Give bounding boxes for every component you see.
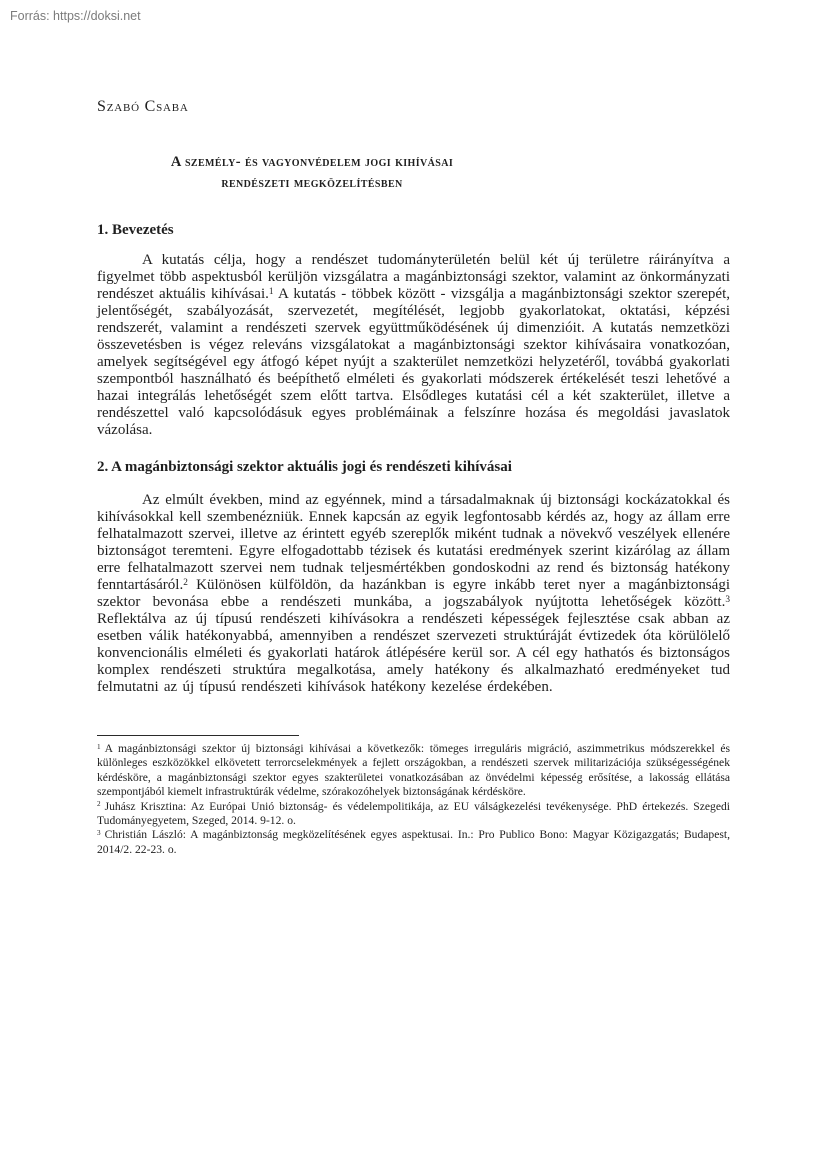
footnote-reference: 1 <box>268 286 274 297</box>
section-heading-1: 1. Bevezetés <box>97 222 174 238</box>
text-segment: Az elmúlt években, mind az egyénnek, mind a társadalmaknak új biztonsági kockázatokkal és kihívásokkal kell szembenézniük. Ennek kapcsán az egyik legfontosabb kérdés az, hogy az állam erre felhatalmazott szervei, illetve az érintett egyéb szereplők miként tudnak a növekvő veszélyek ellenére biztonságot teremteni. Egyre elfogadottabb tézisek és kutatási eredmények szerint kizárólag az állam erre felhatalmazott szervei nem tudnak teljesmértékben gondoskodni az rend és biztonság hatékony fenntartásáról. <box>97 492 730 593</box>
footnote-1 <box>97 742 730 800</box>
footnote-3-marker: 3 <box>97 829 101 838</box>
section-1-paragraph <box>97 252 730 439</box>
footnote-2-text: Juhász Krisztina: Az Európai Unió biztonság- és védelempolitikája, az EU válságkezelési tevékenysége. PhD értekezés. Szegedi Tudományegyetem, Szeged, 2014. 9-12. o. <box>97 799 730 828</box>
footnote-reference: 2 <box>183 577 188 588</box>
footnote-3-text: Christián László: A magánbiztonság megközelítésének egyes aspektusai. In.: Pro Publico Bono: Magyar Közigazgatás; Budapest, 2014/2. 22-23. o. <box>97 828 730 856</box>
text-segment: A kutatás célja, hogy a rendészet tudományterületén belül két új területre ráirányítva a figyelmet több aspektusból kerüljön vizsgálatra a magánbiztonsági szektor, valamint az önkormányzati rendészet aktuális kihívásai. <box>97 252 730 302</box>
footnote-1-marker: 1 <box>97 742 101 751</box>
text-segment: A kutatás - többek között - vizsgálja a magánbiztonsági szektor szerepét, jelentőségét, szabályozását, szervezetét, megítélését, legjobb gyakorlatokat, oktatási, képzési rendszerét, valamint a rendészeti szervek együttműködésének új dimenzióit. A kutatás nemzetközi összevetésben is végez releváns vizsgálatokat a magánbiztonsági szektor kihívásaira vonatkozóan, amelyek segítségével egy átfogó képet nyújt a szakterület nemzetközi helyzetéről, továbbá gyakorlati szempontból használható és beépíthető elméleti és gyakorlati módszerek értékelését teszi lehetővé a hazai integrálás lehetőségét szem előtt tartva. Elsődleges kutatási cél a két szakterület, illetve a rendészettel való kapcsolódásuk egyes problémáinak a felszínre hozása és megoldási javaslatok vázolása. <box>97 286 730 438</box>
text-segment: Különösen külföldön, da hazánkban is egyre inkább teret nyer a magánbiztonsági szektor bevonása ebbe a rendészeti munkába, a jogszabályok nyújtotta lehetőségek között. <box>97 577 730 610</box>
text-segment: Reflektálva az új típusú rendészeti kihívásokra a rendészeti képességek fejlesztése csak abban az esetben válik hatékonyabbá, amennyiben a rendészet szervezeti struktúráját évtizedek óta körülölelő konvencionális elméleti és gyakorlati határok átlépésére kerül sor. A cél egy hathatós és biztonságos komplex rendészeti struktúra megalkotása, amely hatékony és alkalmazható eredményeket tud felmutatni az új típusú rendészeti kihívások hatékony kezelése érdekében. <box>97 611 730 695</box>
title-line-2: rendészeti megközelítésben <box>221 175 403 191</box>
title-line-1: A személy- és vagyonvédelem jogi kihívásai <box>170 154 454 170</box>
footnote-1-text: A magánbiztonsági szektor új biztonsági kihívásai a következők: tömeges irreguláris migráció, aszimmetrikus módszerekkel és különleges eszközökkel elkövetett terrorcselekmények a fejlett országokban, a rendészeti szervek militarizációja szükségességének kérdésköre, a magánbiztonsági szektor egyes szakterületei vonatkozásában az önvédelmi képesség erősítése, a lakosság ellátása szempontjából kiemelt infrastruktúrák védelme, szórakozóhelyek biztonságának kérdésköre. <box>97 742 730 799</box>
page-title <box>97 152 527 194</box>
footnote-separator <box>97 735 299 736</box>
footnote-reference: 3 <box>725 594 730 605</box>
source-note: Forrás: https://doksi.net <box>10 9 141 23</box>
author-name: Szabó Csaba <box>97 98 189 115</box>
footnote-3 <box>97 828 730 857</box>
section-heading-2: 2. A magánbiztonsági szektor aktuális jogi és rendészeti kihívásai <box>97 459 512 475</box>
footnotes-block <box>97 742 730 857</box>
footnote-2 <box>97 800 730 829</box>
footnote-2-marker: 2 <box>97 800 101 809</box>
section-2-paragraph <box>97 492 730 696</box>
